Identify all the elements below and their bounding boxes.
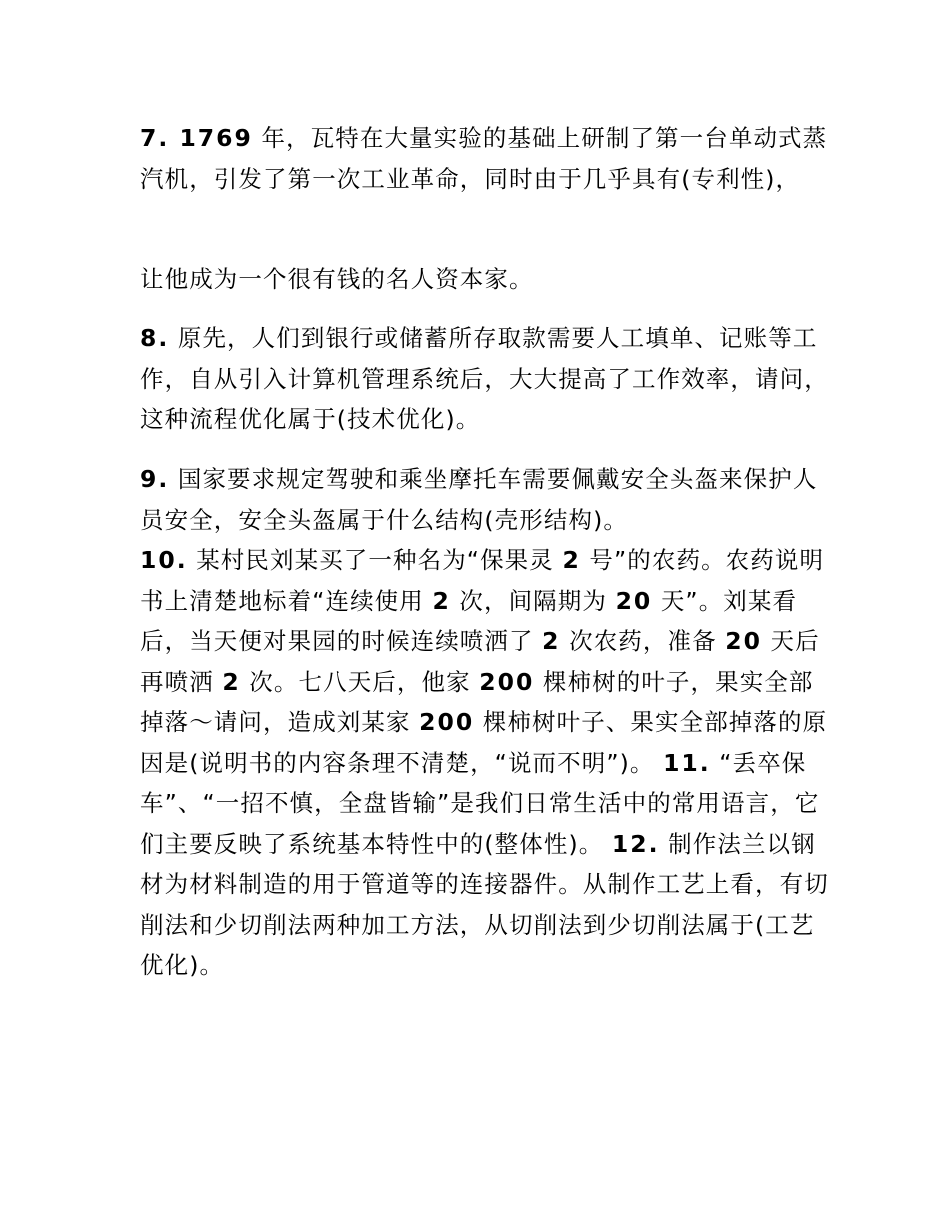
bold-number: 2 [562,546,581,574]
bold-number: 2 [222,667,241,696]
bold-number: 20 [725,627,762,655]
bold-number: 7. 1769 [140,124,253,152]
bold-number: 2 [432,586,451,615]
bold-number: 9. [140,465,170,493]
text-run: 年，瓦特在大量实验的基础上研制了第一台单动式蒸汽机，引发了第一次工业革命，同时由于几乎具有(专利性)， [140,124,828,193]
text-run: “丢卒保车”、“一招不慎，全盘皆输”是我们日常生活中的常用语言，它们主要反映了系统基本特性中的(整体性)。 [140,748,820,858]
bold-number: 200 [419,708,475,736]
bold-number: 200 [479,667,535,696]
paragraph-q7 [140,118,830,199]
bold-number: 2 [542,627,561,655]
text-run: 原先，人们到银行或储蓄所存取款需要人工填单、记账等工作，自从引入计算机管理系统后，大大提高了工作效率，请问，这种流程优化属于(技术优化)。 [140,324,829,433]
text-run: 棵柿树的叶子，果实全部掉落～请问，造成刘某家 [140,667,814,736]
text-run: 号”的农药。农药说明书上清楚地标着“连续使用 [140,546,825,615]
text-run: 制作法兰以钢材为材料制造的用于管道等的连接器件。从制作工艺上看，有切削法和少切削法两种加工方法，从切削法到少切削法属于(工艺优化)。 [140,829,829,979]
bold-number: 20 [615,586,653,615]
bold-number: 10. [140,546,188,574]
text-run: 天后再喷洒 [140,627,820,696]
bold-number: 12. [611,829,660,858]
text-run: 让他成为一个很有钱的名人资本家。 [140,265,534,293]
text-run: 次。七八天后，他家 [240,667,480,696]
text-run: 次农药，准备 [560,627,726,655]
text-run: 某村民刘某买了一种名为“保果灵 [187,546,563,574]
paragraph-q9-to-q12 [140,459,830,986]
paragraph-q7-continued [140,259,830,300]
text-run: 国家要求规定驾驶和乘坐摩托车需要佩戴安全头盔来保护人员安全，安全头盔属于什么结构(壳形结构)。 [140,465,818,534]
bold-number: 11. [663,748,711,777]
bold-number: 8. [140,324,170,352]
text-run: 棵柿树叶子、果实全部掉落的原因是(说明书的内容条理不清楚，“说而不明”)。 [140,708,828,777]
text-run: 次，间隔期为 [450,586,616,615]
text-run: 天”。刘某看后，当天便对果园的时候连续喷洒了 [140,586,798,655]
paragraph-q8 [140,318,830,440]
